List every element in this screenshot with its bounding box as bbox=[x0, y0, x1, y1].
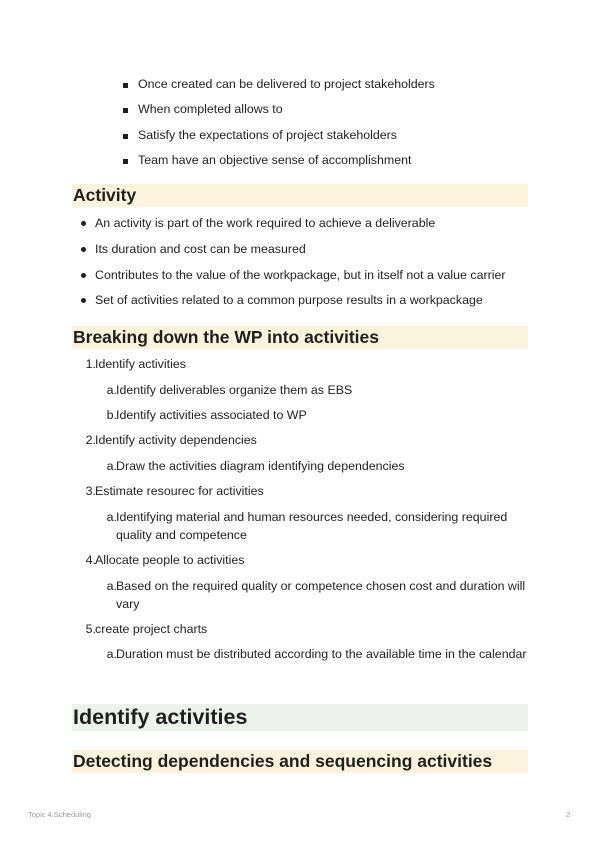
list-item-text: Allocate people to activities bbox=[95, 553, 245, 567]
list-marker: a. bbox=[106, 383, 117, 397]
list-item-text: Identify activities bbox=[95, 357, 186, 371]
list-item: Its duration and cost can be measured bbox=[95, 237, 506, 263]
list-marker: 4. bbox=[85, 553, 96, 567]
list-item: Team have an objective sense of accomplishment bbox=[138, 148, 435, 173]
footer-topic: Topic 4.Scheduling bbox=[28, 810, 91, 819]
list-item-text: Identify deliverables organize them as EBS bbox=[116, 383, 353, 397]
list-item-text: Draw the activities diagram identifying dependencies bbox=[116, 459, 405, 473]
list-marker: a. bbox=[106, 459, 117, 473]
list-item: Once created can be delivered to project stakeholders bbox=[138, 72, 435, 97]
list-marker: a. bbox=[106, 579, 117, 593]
list-item-text: Identify activities associated to WP bbox=[116, 408, 307, 422]
list-marker: 2. bbox=[85, 433, 96, 447]
list-marker: a. bbox=[106, 647, 117, 661]
list-item-text: Identifying material and human resources needed, considering required quality and competence bbox=[116, 510, 508, 542]
activity-heading: Activity bbox=[72, 184, 528, 207]
list-item-text: Estimate resourec for activities bbox=[95, 484, 264, 498]
list-item: Contributes to the value of the workpackage, but in itself not a value carrier bbox=[95, 263, 506, 289]
list-item-text: Identify activity dependencies bbox=[95, 433, 257, 447]
list-marker: b. bbox=[106, 408, 117, 422]
page-number: 2 bbox=[566, 810, 571, 819]
list-item: When completed allows to bbox=[138, 97, 435, 122]
list-item-text: create project charts bbox=[95, 622, 208, 636]
deliverable-bullet-list bbox=[138, 72, 435, 173]
list-item-text: Based on the required quality or competence chosen cost and duration will vary bbox=[116, 579, 526, 611]
list-marker: 1. bbox=[85, 357, 96, 371]
list-item: Satisfy the expectations of project stakeholders bbox=[138, 123, 435, 148]
list-item-text: Duration must be distributed according to the available time in the calendar bbox=[116, 647, 527, 661]
list-marker: a. bbox=[106, 510, 117, 524]
list-item: An activity is part of the work required to achieve a deliverable bbox=[95, 211, 506, 237]
activity-bullet-list bbox=[95, 211, 506, 314]
breaking-down-heading: Breaking down the WP into activities bbox=[72, 326, 528, 349]
detecting-dependencies-heading: Detecting dependencies and sequencing activities bbox=[72, 750, 528, 773]
identify-activities-heading: Identify activities bbox=[72, 704, 528, 731]
list-marker: 3. bbox=[85, 484, 96, 498]
list-item: Set of activities related to a common purpose results in a workpackage bbox=[95, 288, 506, 314]
list-marker: 5. bbox=[85, 622, 96, 636]
